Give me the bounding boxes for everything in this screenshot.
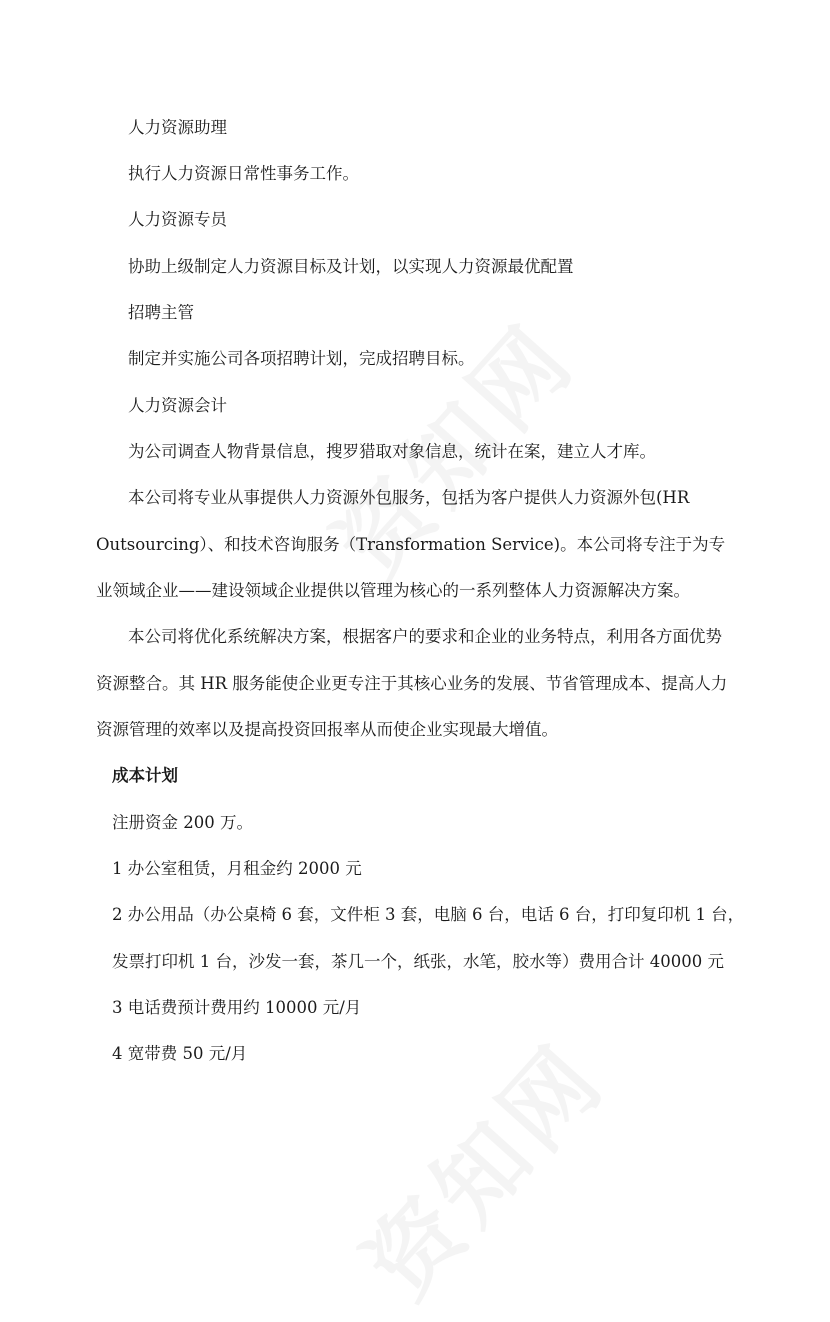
paragraph-line: 本公司将专业从事提供人力资源外包服务，包括为客户提供人力资源外包(HR [128,488,690,507]
paragraph-line: 资源整合。其 HR 服务能使企业更专注于其核心业务的发展、节省管理成本、提高人力 [96,674,728,693]
cost-item: 1 办公室租赁，月租金约 2000 元 [112,859,362,878]
paragraph-line: 制定并实施公司各项招聘计划，完成招聘目标。 [128,349,475,368]
paragraph-line: Outsourcing）、和技术咨询服务（Transformation Service)。本公司将专注于为专 [96,535,726,554]
cost-item: 注册资金 200 万。 [112,813,253,832]
cost-item: 3 电话费预计费用约 10000 元/月 [112,998,362,1017]
watermark [331,1010,630,1321]
paragraph-line: 协助上级制定人力资源目标及计划，以实现人力资源最优配置 [128,257,574,276]
cost-item: 发票打印机 1 台，沙发一套，茶几一个，纸张，水笔，胶水等）费用合计 40000 元 [112,952,724,971]
paragraph-line: 人力资源助理 [128,118,227,137]
paragraph-line: 本公司将优化系统解决方案，根据客户的要求和企业的业务特点，利用各方面优势 [128,627,722,646]
paragraph-line: 为公司调查人物背景信息，搜罗猎取对象信息，统计在案，建立人才库。 [128,442,656,461]
paragraph-line: 资源管理的效率以及提高投资回报率从而使企业实现最大增值。 [96,720,558,739]
paragraph-line: 人力资源专员 [128,210,227,229]
section-heading: 成本计划 [112,766,178,785]
paragraph-line: 业领域企业——建设领域企业提供以管理为核心的一系列整体人力资源解决方案。 [96,581,690,600]
cost-item: 2 办公用品（办公桌椅 6 套，文件柜 3 套，电脑 6 台，电话 6 台，打印复印机 1 台， [112,905,745,924]
paragraph-line: 招聘主管 [128,303,194,322]
paragraph-line: 人力资源会计 [128,396,227,415]
cost-item: 4 宽带费 50 元/月 [112,1044,248,1063]
paragraph-line: 执行人力资源日常性事务工作。 [128,164,359,183]
